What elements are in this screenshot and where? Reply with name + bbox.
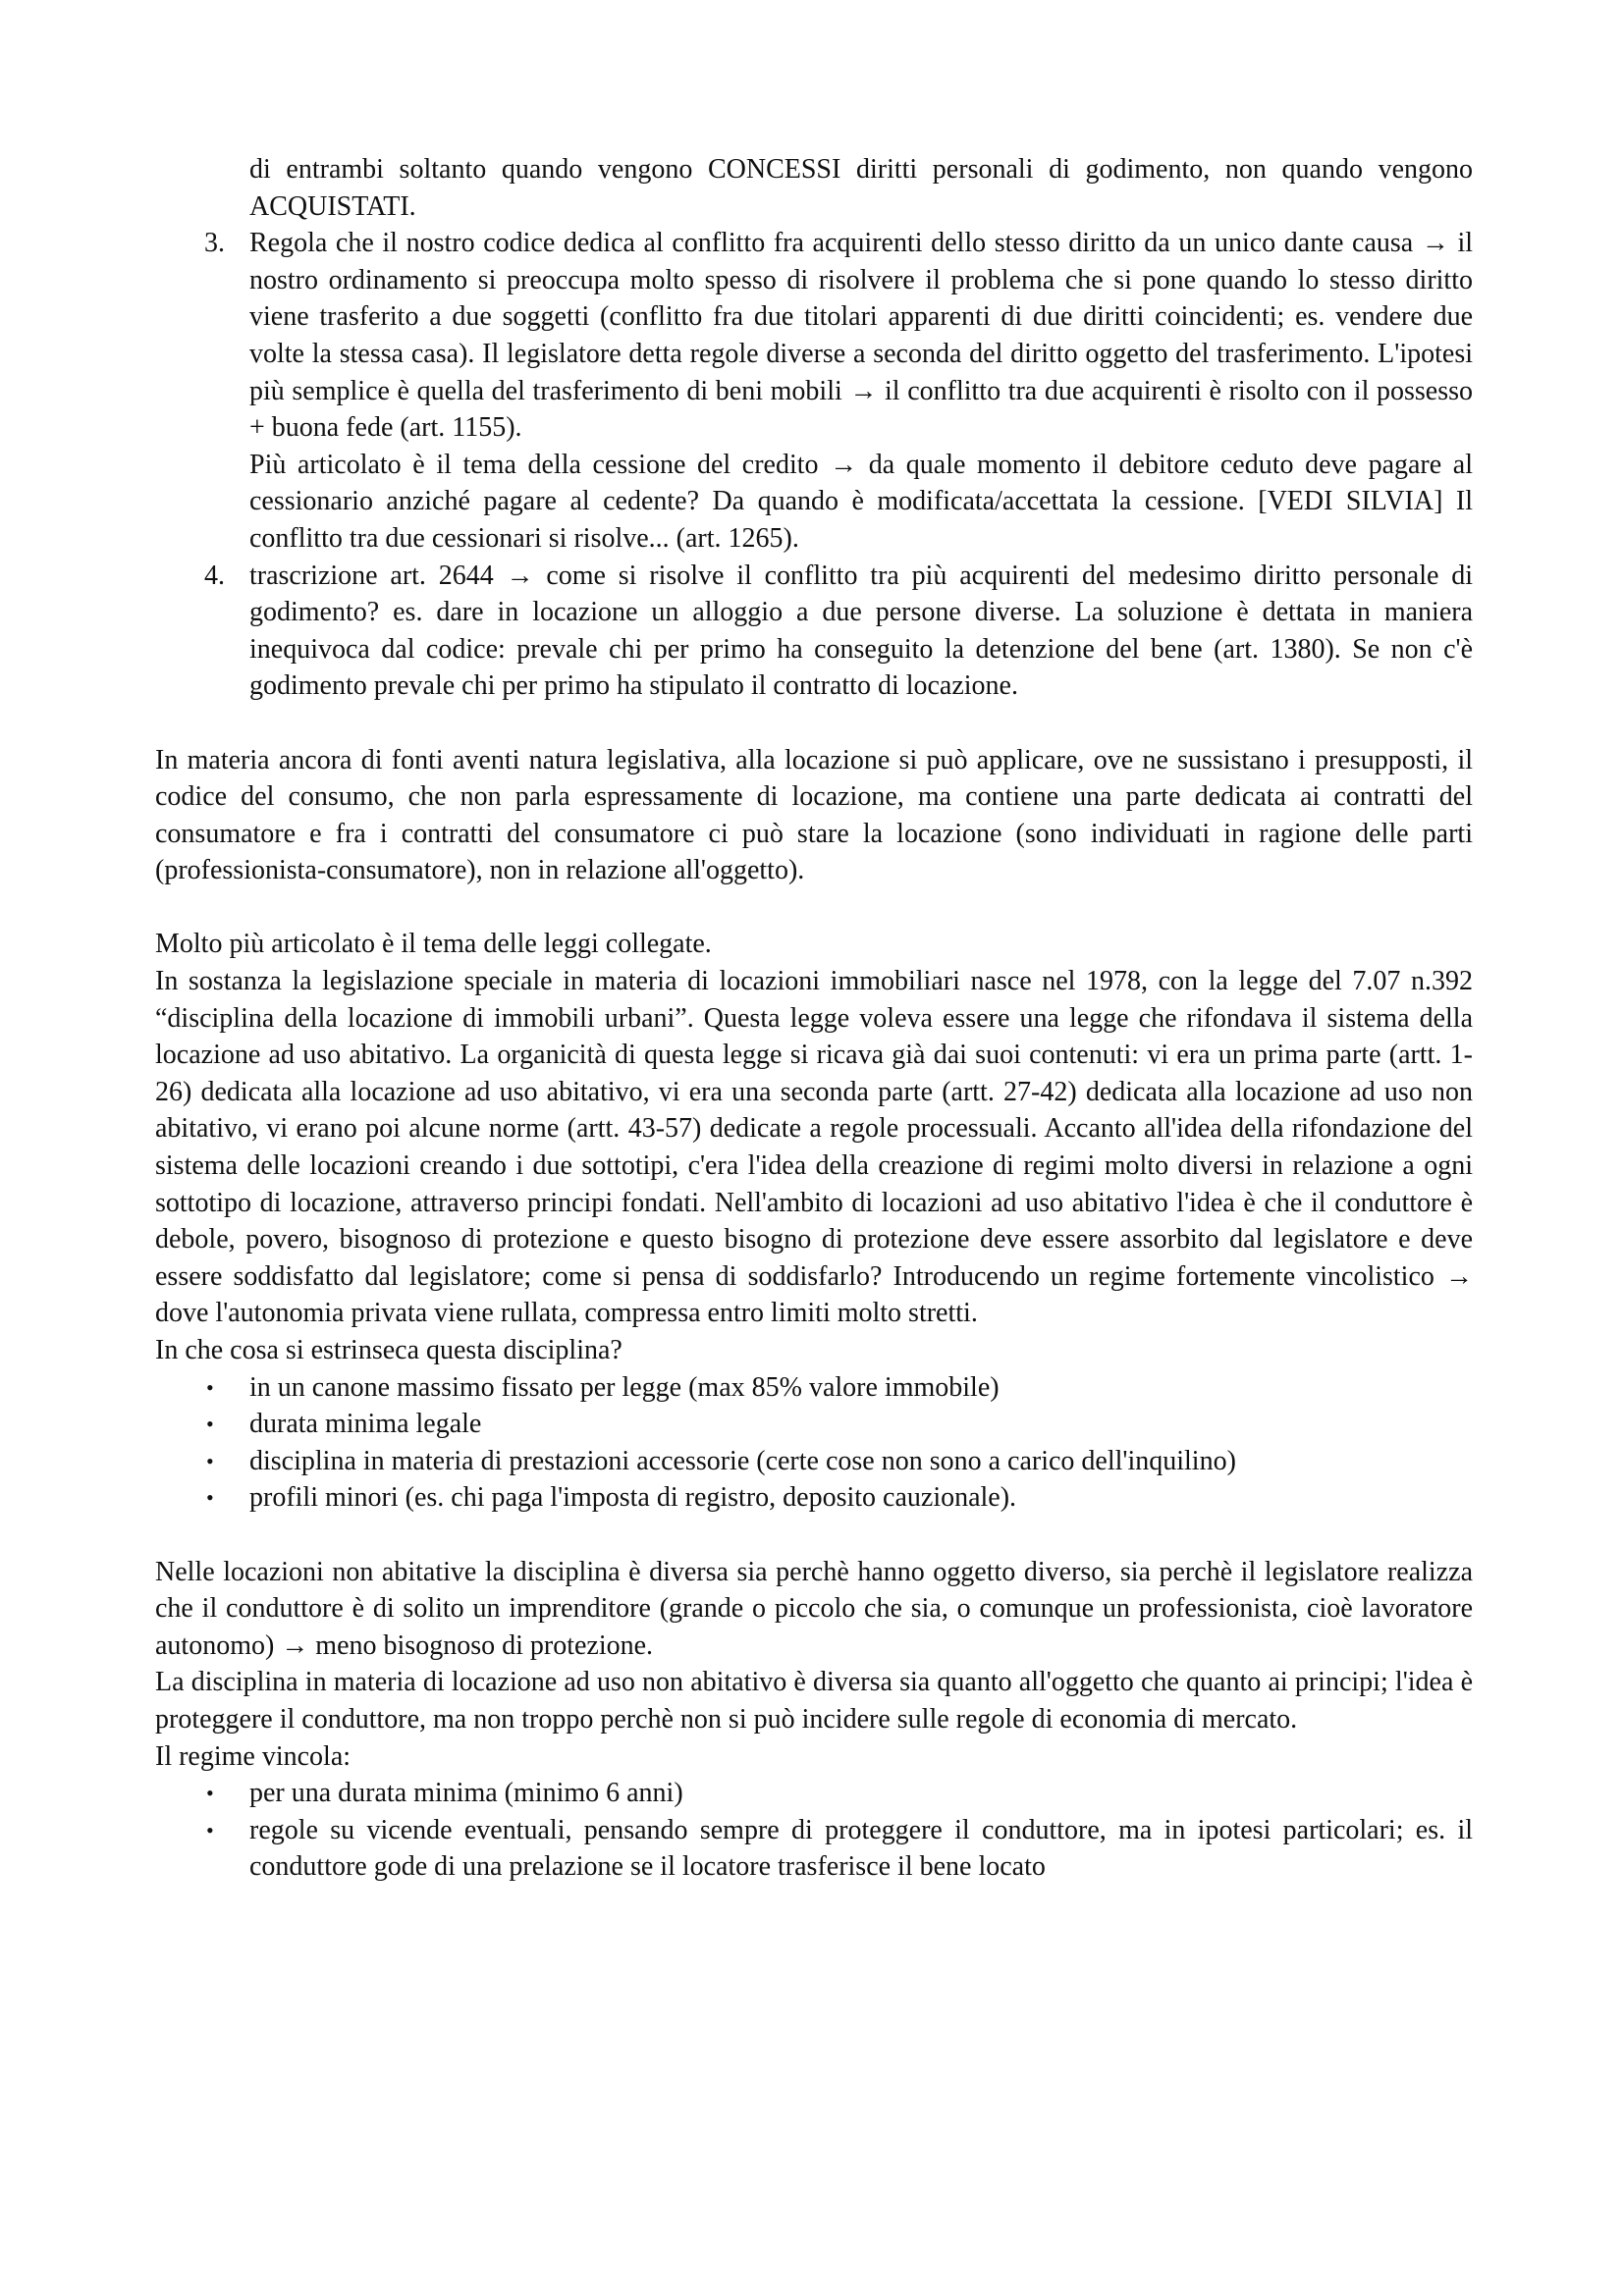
bullet-text: profili minori (es. chi paga l'imposta di registro, deposito cauzionale). bbox=[249, 1482, 1017, 1514]
bullet-item bbox=[155, 1812, 1473, 1886]
numbered-list bbox=[155, 225, 1473, 705]
list-item-4 bbox=[155, 558, 1473, 705]
paragraph-disciplina: La disciplina in materia di locazione ad uso non abitativo è diversa sia quanto all'oggetto che quanto ai principi; l'idea è proteggere il conduttore, ma non troppo perchè non si può incidere sulle regole di economia di mercato. bbox=[155, 1667, 1473, 1735]
list-item-paragraph: Regola che il nostro codice dedica al conflitto fra acquirenti dello stesso diritto da un unico dante causa → il nostro ordinamento si preoccupa molto spesso di risolvere il problema che si pone quando lo stesso diritto viene trasferito a due soggetti (conflitto fra due titolari apparenti di due diritti coincidenti; es. vendere due volte la stessa casa). Il legislatore detta regole diverse a seconda del diritto oggetto del trasferimento. L'ipotesi più semplice è quella del trasferimento di beni mobili → il conflitto tra due acquirenti è risolto con il possesso + buona fede (art. 1155). bbox=[249, 228, 1473, 444]
spacer bbox=[155, 889, 1473, 927]
bullet-item bbox=[155, 1443, 1473, 1480]
list-item-paragraph: Più articolato è il tema della cessione del credito → da quale momento il debitore ceduto deve pagare al cessionario anziché pagare al cedente? Da quando è modificata/accettata la cessione. [VEDI SILVIA] Il conflitto tra due cessionari si risolve... (art. 1265). bbox=[249, 449, 1473, 554]
bullet-icon: • bbox=[206, 1412, 214, 1437]
paragraph-leggi-storia: In sostanza la legislazione speciale in materia di locazioni immobiliari nasce nel 1978, con la legge del 7.07 n.392 “disciplina della locazione di immobili urbani”. Questa legge voleva essere una legge che rifondava il sistema della locazione ad uso abitativo. La organicità di questa legge si ricava già dai suoi contenuti: vi era un prima parte (artt. 1-26) dedicata alla locazione ad uso abitativo, vi era una seconda parte (artt. 27-42) dedicata alla locazione ad uso non abitativo, vi erano poi alcune norme (artt. 43-57) dedicate a regole processuali. Accanto all'idea della rifondazione del sistema delle locazioni creando i due sottotipi, c'era l'idea della creazione di regimi molto diversi in relazione a ogni sottotipo di locazione, attraverso principi fondati. Nell'ambito di locazioni ad uso abitativo l'idea è che il conduttore è debole, povero, bisognoso di protezione e questo bisogno di protezione deve essere assorbito dal legislatore e deve essere soddisfatto dal legislatore; come si pensa di soddisfarlo? Introducendo un regime fortemente vincolistico → dove l'autonomia privata viene rullata, compressa entro limiti molto stretti. bbox=[155, 966, 1473, 1329]
bullet-item bbox=[155, 1775, 1473, 1812]
bullet-text: durata minima legale bbox=[249, 1409, 482, 1440]
list-number: 4. bbox=[204, 560, 225, 591]
bullet-item bbox=[155, 1406, 1473, 1443]
spacer bbox=[155, 705, 1473, 742]
bullet-icon: • bbox=[206, 1817, 214, 1842]
bullet-icon: • bbox=[206, 1448, 214, 1473]
list-item-paragraph: trascrizione art. 2644 → come si risolve il conflitto tra più acquirenti del medesimo diritto personale di godimento? es. dare in locazione un alloggio a due persone diverse. La soluzione è dettata in maniera inequivoca dal codice: prevale chi per primo ha conseguito la detenzione del bene (art. 1380). Se non c'è godimento prevale chi per primo ha stipulato il contratto di locazione. bbox=[249, 560, 1473, 702]
bullet-icon: • bbox=[206, 1781, 214, 1806]
list-number: 3. bbox=[204, 228, 225, 259]
bullet-list-abitativo bbox=[155, 1369, 1473, 1517]
bullet-icon: • bbox=[206, 1485, 214, 1511]
bullet-list-non-abitativo bbox=[155, 1775, 1473, 1886]
intro-continuation: di entrambi soltanto quando vengono CONCESSI diritti personali di godimento, non quando vengono ACQUISTATI. bbox=[249, 154, 1473, 222]
paragraph-leggi-intro: Molto più articolato è il tema delle leggi collegate. bbox=[155, 929, 712, 960]
page-content bbox=[155, 151, 1473, 1886]
paragraph-consumo: In materia ancora di fonti aventi natura legislativa, alla locazione si può applicare, ove ne sussistano i presupposti, il codice del consumo, che non parla espressamente di locazione, ma contiene una parte dedicata ai contratti del consumatore e fra i contratti del consumatore ci può stare la locazione (sono individuati in ragione delle parti (professionista-consumatore), non in relazione all'oggetto). bbox=[155, 744, 1473, 886]
paragraph-leggi-domanda: In che cosa si estrinseca questa disciplina? bbox=[155, 1335, 622, 1365]
bullet-item bbox=[155, 1369, 1473, 1407]
bullet-item bbox=[155, 1479, 1473, 1517]
bullet-text: per una durata minima (minimo 6 anni) bbox=[249, 1778, 683, 1809]
spacer bbox=[155, 1517, 1473, 1554]
list-item-3 bbox=[155, 225, 1473, 557]
bullet-icon: • bbox=[206, 1374, 214, 1400]
bullet-text: disciplina in materia di prestazioni accessorie (certe cose non sono a carico dell'inquilino) bbox=[249, 1445, 1236, 1476]
bullet-text: in un canone massimo fissato per legge (max 85% valore immobile) bbox=[249, 1371, 1000, 1403]
bullet-text: regole su vicende eventuali, pensando sempre di proteggere il conduttore, ma in ipotesi particolari; es. il conduttore gode di una prelazione se il locatore trasferisce il bene locato bbox=[249, 1814, 1473, 1883]
paragraph-regime: Il regime vincola: bbox=[155, 1740, 352, 1772]
paragraph-non-abitative: Nelle locazioni non abitative la disciplina è diversa sia perchè hanno oggetto diverso, sia perchè il legislatore realizza che il conduttore è di solito un imprenditore (grande o piccolo che sia, o comunque un professionista, cioè lavoratore autonomo) → meno bisognoso di protezione. bbox=[155, 1556, 1473, 1661]
